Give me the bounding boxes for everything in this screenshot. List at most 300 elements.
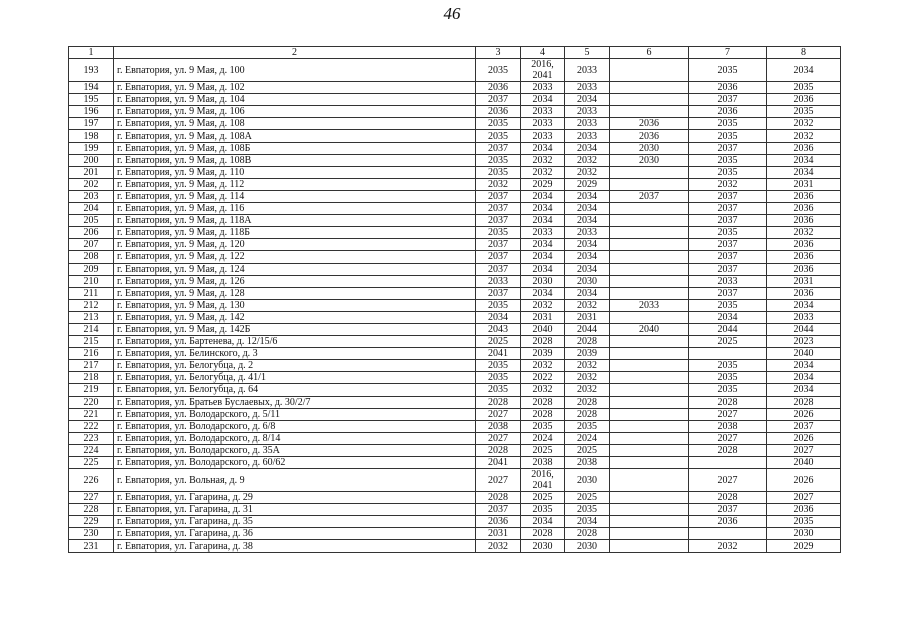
row-number-cell: 207 xyxy=(69,239,114,251)
address-cell: г. Евпатория, ул. 9 Мая, д. 122 xyxy=(114,251,476,263)
year-col-7-cell: 2032 xyxy=(689,540,767,552)
year-col-4-cell: 2034 xyxy=(521,263,565,275)
year-col-5-cell: 2032 xyxy=(565,372,610,384)
row-number-cell: 221 xyxy=(69,408,114,420)
year-col-4-cell: 2031 xyxy=(521,311,565,323)
year-col-8-cell: 2036 xyxy=(767,251,841,263)
year-col-6-cell xyxy=(610,239,689,251)
year-col-7-cell: 2037 xyxy=(689,287,767,299)
year-col-5-cell: 2034 xyxy=(565,516,610,528)
row-number-cell: 201 xyxy=(69,166,114,178)
year-col-3-cell: 2033 xyxy=(476,275,521,287)
year-col-5-cell: 2024 xyxy=(565,432,610,444)
year-col-8-cell: 2036 xyxy=(767,504,841,516)
year-col-7-cell: 2025 xyxy=(689,336,767,348)
year-col-3-cell: 2036 xyxy=(476,82,521,94)
year-col-7-cell: 2037 xyxy=(689,203,767,215)
address-cell: г. Евпатория, ул. 9 Мая, д. 108 xyxy=(114,118,476,130)
year-col-3-cell: 2037 xyxy=(476,203,521,215)
year-col-8-cell: 2023 xyxy=(767,336,841,348)
address-cell: г. Евпатория, ул. Гагарина, д. 38 xyxy=(114,540,476,552)
row-number-cell: 217 xyxy=(69,360,114,372)
row-number-cell: 229 xyxy=(69,516,114,528)
year-col-3-cell: 2027 xyxy=(476,408,521,420)
year-col-5-cell: 2034 xyxy=(565,203,610,215)
year-col-6-cell xyxy=(610,251,689,263)
year-col-8-cell: 2029 xyxy=(767,540,841,552)
table-row xyxy=(69,227,841,239)
year-col-4-cell: 2032 xyxy=(521,154,565,166)
year-col-4-cell: 2034 xyxy=(521,287,565,299)
column-header: 8 xyxy=(767,47,841,59)
row-number-cell: 208 xyxy=(69,251,114,263)
year-col-8-cell: 2032 xyxy=(767,227,841,239)
address-cell: г. Евпатория, ул. 9 Мая, д. 128 xyxy=(114,287,476,299)
table-row xyxy=(69,469,841,492)
table-row xyxy=(69,348,841,360)
year-col-4-cell: 2025 xyxy=(521,444,565,456)
address-cell: г. Евпатория, ул. 9 Мая, д. 106 xyxy=(114,106,476,118)
year-col-5-cell: 2035 xyxy=(565,504,610,516)
table-row xyxy=(69,432,841,444)
year-col-7-cell: 2044 xyxy=(689,323,767,335)
address-cell: г. Евпатория, ул. 9 Мая, д. 108Б xyxy=(114,142,476,154)
year-col-8-cell: 2036 xyxy=(767,239,841,251)
year-col-3-cell: 2037 xyxy=(476,239,521,251)
table-row xyxy=(69,203,841,215)
year-col-4-cell: 2034 xyxy=(521,142,565,154)
year-col-7-cell: 2035 xyxy=(689,166,767,178)
year-col-5-cell: 2038 xyxy=(565,457,610,469)
row-number-cell: 198 xyxy=(69,130,114,142)
address-cell: г. Евпатория, ул. Гагарина, д. 29 xyxy=(114,492,476,504)
table-row xyxy=(69,251,841,263)
table-row xyxy=(69,528,841,540)
year-col-6-cell xyxy=(610,492,689,504)
year-col-8-cell: 2032 xyxy=(767,118,841,130)
year-col-5-cell: 2032 xyxy=(565,299,610,311)
year-col-6-cell xyxy=(610,263,689,275)
table-row xyxy=(69,408,841,420)
year-col-7-cell: 2037 xyxy=(689,94,767,106)
year-col-8-cell: 2034 xyxy=(767,372,841,384)
year-col-7-cell: 2035 xyxy=(689,372,767,384)
row-number-cell: 199 xyxy=(69,142,114,154)
year-col-5-cell: 2034 xyxy=(565,190,610,202)
table-row xyxy=(69,154,841,166)
year-col-3-cell: 2028 xyxy=(476,444,521,456)
year-col-7-cell: 2037 xyxy=(689,190,767,202)
year-col-4-cell: 2016, 2041 xyxy=(521,59,565,82)
year-col-7-cell: 2033 xyxy=(689,275,767,287)
year-col-6-cell: 2033 xyxy=(610,299,689,311)
year-col-8-cell: 2026 xyxy=(767,432,841,444)
year-col-3-cell: 2028 xyxy=(476,492,521,504)
year-col-3-cell: 2041 xyxy=(476,348,521,360)
column-number-header-row xyxy=(69,47,841,59)
address-cell: г. Евпатория, ул. Володарского, д. 60/62 xyxy=(114,457,476,469)
year-col-8-cell: 2031 xyxy=(767,178,841,190)
year-col-6-cell: 2037 xyxy=(610,190,689,202)
address-cell: г. Евпатория, ул. 9 Мая, д. 142 xyxy=(114,311,476,323)
year-col-4-cell: 2016, 2041 xyxy=(521,469,565,492)
year-col-5-cell: 2034 xyxy=(565,251,610,263)
year-col-8-cell: 2037 xyxy=(767,420,841,432)
year-col-4-cell: 2033 xyxy=(521,118,565,130)
address-cell: г. Евпатория, ул. 9 Мая, д. 116 xyxy=(114,203,476,215)
year-col-5-cell: 2033 xyxy=(565,82,610,94)
address-cell: г. Евпатория, ул. 9 Мая, д. 100 xyxy=(114,59,476,82)
year-col-5-cell: 2025 xyxy=(565,492,610,504)
year-col-6-cell xyxy=(610,59,689,82)
year-col-7-cell: 2037 xyxy=(689,142,767,154)
table-row xyxy=(69,396,841,408)
row-number-cell: 206 xyxy=(69,227,114,239)
address-cell: г. Евпатория, ул. Бартенева, д. 12/15/6 xyxy=(114,336,476,348)
year-col-6-cell: 2030 xyxy=(610,154,689,166)
table-row xyxy=(69,106,841,118)
column-header: 1 xyxy=(69,47,114,59)
table-row xyxy=(69,166,841,178)
row-number-cell: 204 xyxy=(69,203,114,215)
row-number-cell: 215 xyxy=(69,336,114,348)
year-col-4-cell: 2040 xyxy=(521,323,565,335)
year-col-6-cell xyxy=(610,348,689,360)
year-col-3-cell: 2037 xyxy=(476,504,521,516)
year-col-5-cell: 2028 xyxy=(565,336,610,348)
table-row xyxy=(69,94,841,106)
year-col-7-cell: 2036 xyxy=(689,106,767,118)
year-col-7-cell: 2035 xyxy=(689,384,767,396)
table-row xyxy=(69,299,841,311)
year-col-8-cell: 2036 xyxy=(767,215,841,227)
year-col-5-cell: 2029 xyxy=(565,178,610,190)
year-col-8-cell: 2036 xyxy=(767,287,841,299)
year-col-7-cell: 2037 xyxy=(689,215,767,227)
table-row xyxy=(69,287,841,299)
year-col-7-cell: 2035 xyxy=(689,130,767,142)
year-col-3-cell: 2036 xyxy=(476,516,521,528)
year-col-5-cell: 2044 xyxy=(565,323,610,335)
table-row xyxy=(69,492,841,504)
year-col-5-cell: 2028 xyxy=(565,408,610,420)
year-col-6-cell xyxy=(610,408,689,420)
year-col-8-cell: 2034 xyxy=(767,360,841,372)
year-col-3-cell: 2035 xyxy=(476,59,521,82)
year-col-8-cell: 2026 xyxy=(767,469,841,492)
year-col-8-cell: 2027 xyxy=(767,444,841,456)
year-col-3-cell: 2035 xyxy=(476,130,521,142)
address-cell: г. Евпатория, ул. Володарского, д. 6/8 xyxy=(114,420,476,432)
year-col-8-cell: 2030 xyxy=(767,528,841,540)
address-cell: г. Евпатория, ул. 9 Мая, д. 118Б xyxy=(114,227,476,239)
year-col-7-cell: 2035 xyxy=(689,118,767,130)
year-col-3-cell: 2037 xyxy=(476,263,521,275)
year-col-7-cell: 2038 xyxy=(689,420,767,432)
year-col-7-cell: 2035 xyxy=(689,360,767,372)
year-col-7-cell: 2027 xyxy=(689,469,767,492)
table-row xyxy=(69,59,841,82)
row-number-cell: 227 xyxy=(69,492,114,504)
year-col-8-cell: 2027 xyxy=(767,492,841,504)
year-col-4-cell: 2039 xyxy=(521,348,565,360)
year-col-4-cell: 2034 xyxy=(521,516,565,528)
year-col-5-cell: 2028 xyxy=(565,528,610,540)
year-col-4-cell: 2028 xyxy=(521,408,565,420)
year-col-3-cell: 2041 xyxy=(476,457,521,469)
year-col-3-cell: 2036 xyxy=(476,106,521,118)
address-cell: г. Евпатория, ул. Белогубца, д. 2 xyxy=(114,360,476,372)
column-header: 3 xyxy=(476,47,521,59)
year-col-3-cell: 2043 xyxy=(476,323,521,335)
table-row xyxy=(69,130,841,142)
year-col-8-cell: 2035 xyxy=(767,106,841,118)
column-header: 4 xyxy=(521,47,565,59)
table-row xyxy=(69,118,841,130)
year-col-4-cell: 2028 xyxy=(521,336,565,348)
year-col-6-cell xyxy=(610,360,689,372)
year-col-5-cell: 2028 xyxy=(565,396,610,408)
table-row xyxy=(69,384,841,396)
year-col-6-cell xyxy=(610,504,689,516)
year-col-7-cell: 2032 xyxy=(689,178,767,190)
address-cell: г. Евпатория, ул. 9 Мая, д. 108А xyxy=(114,130,476,142)
year-col-6-cell xyxy=(610,528,689,540)
year-col-6-cell xyxy=(610,178,689,190)
year-col-7-cell: 2037 xyxy=(689,251,767,263)
column-header: 6 xyxy=(610,47,689,59)
year-col-6-cell xyxy=(610,215,689,227)
page-number: 46 xyxy=(443,4,461,23)
address-cell: г. Евпатория, ул. Володарского, д. 5/11 xyxy=(114,408,476,420)
year-col-6-cell xyxy=(610,203,689,215)
address-cell: г. Евпатория, ул. Гагарина, д. 36 xyxy=(114,528,476,540)
year-col-3-cell: 2035 xyxy=(476,372,521,384)
table-row xyxy=(69,372,841,384)
year-col-4-cell: 2034 xyxy=(521,94,565,106)
year-col-8-cell: 2036 xyxy=(767,263,841,275)
year-col-4-cell: 2034 xyxy=(521,190,565,202)
address-cell: г. Евпатория, ул. Володарского, д. 8/14 xyxy=(114,432,476,444)
year-col-5-cell: 2033 xyxy=(565,118,610,130)
year-col-7-cell xyxy=(689,528,767,540)
year-col-7-cell: 2037 xyxy=(689,239,767,251)
address-cell: г. Евпатория, ул. 9 Мая, д. 110 xyxy=(114,166,476,178)
year-col-3-cell: 2037 xyxy=(476,190,521,202)
year-col-4-cell: 2030 xyxy=(521,275,565,287)
year-col-5-cell: 2030 xyxy=(565,275,610,287)
year-col-7-cell xyxy=(689,457,767,469)
year-col-6-cell xyxy=(610,106,689,118)
year-col-3-cell: 2037 xyxy=(476,251,521,263)
row-number-cell: 214 xyxy=(69,323,114,335)
year-col-6-cell xyxy=(610,420,689,432)
year-col-8-cell: 2032 xyxy=(767,130,841,142)
year-col-8-cell: 2034 xyxy=(767,384,841,396)
year-col-7-cell: 2035 xyxy=(689,59,767,82)
address-cell: г. Евпатория, ул. 9 Мая, д. 120 xyxy=(114,239,476,251)
year-col-4-cell: 2034 xyxy=(521,251,565,263)
year-col-7-cell xyxy=(689,348,767,360)
address-cell: г. Евпатория, ул. Белогубца, д. 41/1 xyxy=(114,372,476,384)
year-col-5-cell: 2034 xyxy=(565,215,610,227)
year-col-8-cell: 2034 xyxy=(767,166,841,178)
table-row xyxy=(69,215,841,227)
year-col-5-cell: 2034 xyxy=(565,287,610,299)
year-col-4-cell: 2035 xyxy=(521,504,565,516)
address-cell: г. Евпатория, ул. Володарского, д. 35А xyxy=(114,444,476,456)
year-col-3-cell: 2035 xyxy=(476,299,521,311)
year-col-6-cell xyxy=(610,384,689,396)
year-col-7-cell: 2028 xyxy=(689,444,767,456)
year-col-8-cell: 2026 xyxy=(767,408,841,420)
address-cell: г. Евпатория, ул. 9 Мая, д. 142Б xyxy=(114,323,476,335)
table-row xyxy=(69,239,841,251)
row-number-cell: 209 xyxy=(69,263,114,275)
year-col-5-cell: 2032 xyxy=(565,166,610,178)
row-number-cell: 223 xyxy=(69,432,114,444)
year-col-4-cell: 2033 xyxy=(521,106,565,118)
year-col-8-cell: 2035 xyxy=(767,516,841,528)
table-row xyxy=(69,82,841,94)
year-col-5-cell: 2033 xyxy=(565,130,610,142)
year-col-8-cell: 2036 xyxy=(767,94,841,106)
address-cell: г. Евпатория, ул. 9 Мая, д. 114 xyxy=(114,190,476,202)
row-number-cell: 226 xyxy=(69,469,114,492)
year-col-4-cell: 2038 xyxy=(521,457,565,469)
row-number-cell: 222 xyxy=(69,420,114,432)
housing-repair-schedule-table xyxy=(68,46,841,553)
year-col-7-cell: 2035 xyxy=(689,154,767,166)
year-col-6-cell xyxy=(610,94,689,106)
year-col-5-cell: 2034 xyxy=(565,142,610,154)
year-col-7-cell: 2036 xyxy=(689,82,767,94)
year-col-8-cell: 2034 xyxy=(767,299,841,311)
year-col-6-cell xyxy=(610,516,689,528)
row-number-cell: 228 xyxy=(69,504,114,516)
year-col-8-cell: 2040 xyxy=(767,457,841,469)
year-col-4-cell: 2033 xyxy=(521,130,565,142)
year-col-4-cell: 2035 xyxy=(521,420,565,432)
year-col-3-cell: 2032 xyxy=(476,540,521,552)
year-col-6-cell: 2036 xyxy=(610,130,689,142)
address-cell: г. Евпатория, ул. Вольная, д. 9 xyxy=(114,469,476,492)
year-col-6-cell xyxy=(610,166,689,178)
address-cell: г. Евпатория, ул. Гагарина, д. 31 xyxy=(114,504,476,516)
year-col-6-cell xyxy=(610,82,689,94)
year-col-7-cell: 2037 xyxy=(689,263,767,275)
year-col-5-cell: 2033 xyxy=(565,106,610,118)
address-cell: г. Евпатория, ул. 9 Мая, д. 112 xyxy=(114,178,476,190)
row-number-cell: 230 xyxy=(69,528,114,540)
year-col-4-cell: 2033 xyxy=(521,82,565,94)
year-col-3-cell: 2027 xyxy=(476,469,521,492)
year-col-3-cell: 2037 xyxy=(476,287,521,299)
row-number-cell: 225 xyxy=(69,457,114,469)
address-cell: г. Евпатория, ул. Белинского, д. 3 xyxy=(114,348,476,360)
year-col-3-cell: 2028 xyxy=(476,396,521,408)
year-col-4-cell: 2034 xyxy=(521,239,565,251)
year-col-6-cell xyxy=(610,287,689,299)
column-header: 7 xyxy=(689,47,767,59)
year-col-5-cell: 2030 xyxy=(565,540,610,552)
row-number-cell: 216 xyxy=(69,348,114,360)
year-col-5-cell: 2025 xyxy=(565,444,610,456)
row-number-cell: 212 xyxy=(69,299,114,311)
year-col-3-cell: 2037 xyxy=(476,215,521,227)
year-col-7-cell: 2035 xyxy=(689,227,767,239)
year-col-7-cell: 2028 xyxy=(689,492,767,504)
year-col-6-cell: 2036 xyxy=(610,118,689,130)
table-row xyxy=(69,336,841,348)
year-col-5-cell: 2033 xyxy=(565,59,610,82)
table-row xyxy=(69,516,841,528)
year-col-6-cell xyxy=(610,372,689,384)
year-col-5-cell: 2034 xyxy=(565,263,610,275)
year-col-5-cell: 2034 xyxy=(565,239,610,251)
row-number-cell: 195 xyxy=(69,94,114,106)
address-cell: г. Евпатория, ул. 9 Мая, д. 108В xyxy=(114,154,476,166)
year-col-8-cell: 2036 xyxy=(767,190,841,202)
table-row xyxy=(69,444,841,456)
row-number-cell: 213 xyxy=(69,311,114,323)
year-col-3-cell: 2035 xyxy=(476,384,521,396)
year-col-7-cell: 2037 xyxy=(689,504,767,516)
year-col-8-cell: 2028 xyxy=(767,396,841,408)
year-col-4-cell: 2032 xyxy=(521,384,565,396)
table-row xyxy=(69,420,841,432)
row-number-cell: 220 xyxy=(69,396,114,408)
year-col-8-cell: 2034 xyxy=(767,59,841,82)
year-col-8-cell: 2036 xyxy=(767,142,841,154)
row-number-cell: 211 xyxy=(69,287,114,299)
row-number-cell: 196 xyxy=(69,106,114,118)
address-cell: г. Евпатория, ул. Братьев Буслаевых, д. 30/2/7 xyxy=(114,396,476,408)
year-col-6-cell xyxy=(610,540,689,552)
year-col-4-cell: 2032 xyxy=(521,166,565,178)
year-col-6-cell xyxy=(610,432,689,444)
table-row xyxy=(69,263,841,275)
row-number-cell: 224 xyxy=(69,444,114,456)
year-col-5-cell: 2035 xyxy=(565,420,610,432)
year-col-3-cell: 2027 xyxy=(476,432,521,444)
year-col-3-cell: 2035 xyxy=(476,227,521,239)
year-col-5-cell: 2032 xyxy=(565,384,610,396)
row-number-cell: 218 xyxy=(69,372,114,384)
year-col-4-cell: 2022 xyxy=(521,372,565,384)
year-col-6-cell xyxy=(610,444,689,456)
year-col-3-cell: 2035 xyxy=(476,118,521,130)
year-col-5-cell: 2033 xyxy=(565,227,610,239)
row-number-cell: 231 xyxy=(69,540,114,552)
year-col-8-cell: 2031 xyxy=(767,275,841,287)
year-col-4-cell: 2030 xyxy=(521,540,565,552)
year-col-4-cell: 2028 xyxy=(521,396,565,408)
year-col-6-cell xyxy=(610,275,689,287)
table-row xyxy=(69,311,841,323)
year-col-7-cell: 2035 xyxy=(689,299,767,311)
year-col-3-cell: 2034 xyxy=(476,311,521,323)
year-col-4-cell: 2032 xyxy=(521,299,565,311)
year-col-8-cell: 2036 xyxy=(767,203,841,215)
year-col-8-cell: 2035 xyxy=(767,82,841,94)
year-col-3-cell: 2035 xyxy=(476,154,521,166)
table-row xyxy=(69,275,841,287)
year-col-6-cell xyxy=(610,227,689,239)
year-col-5-cell: 2031 xyxy=(565,311,610,323)
year-col-5-cell: 2034 xyxy=(565,94,610,106)
year-col-4-cell: 2028 xyxy=(521,528,565,540)
